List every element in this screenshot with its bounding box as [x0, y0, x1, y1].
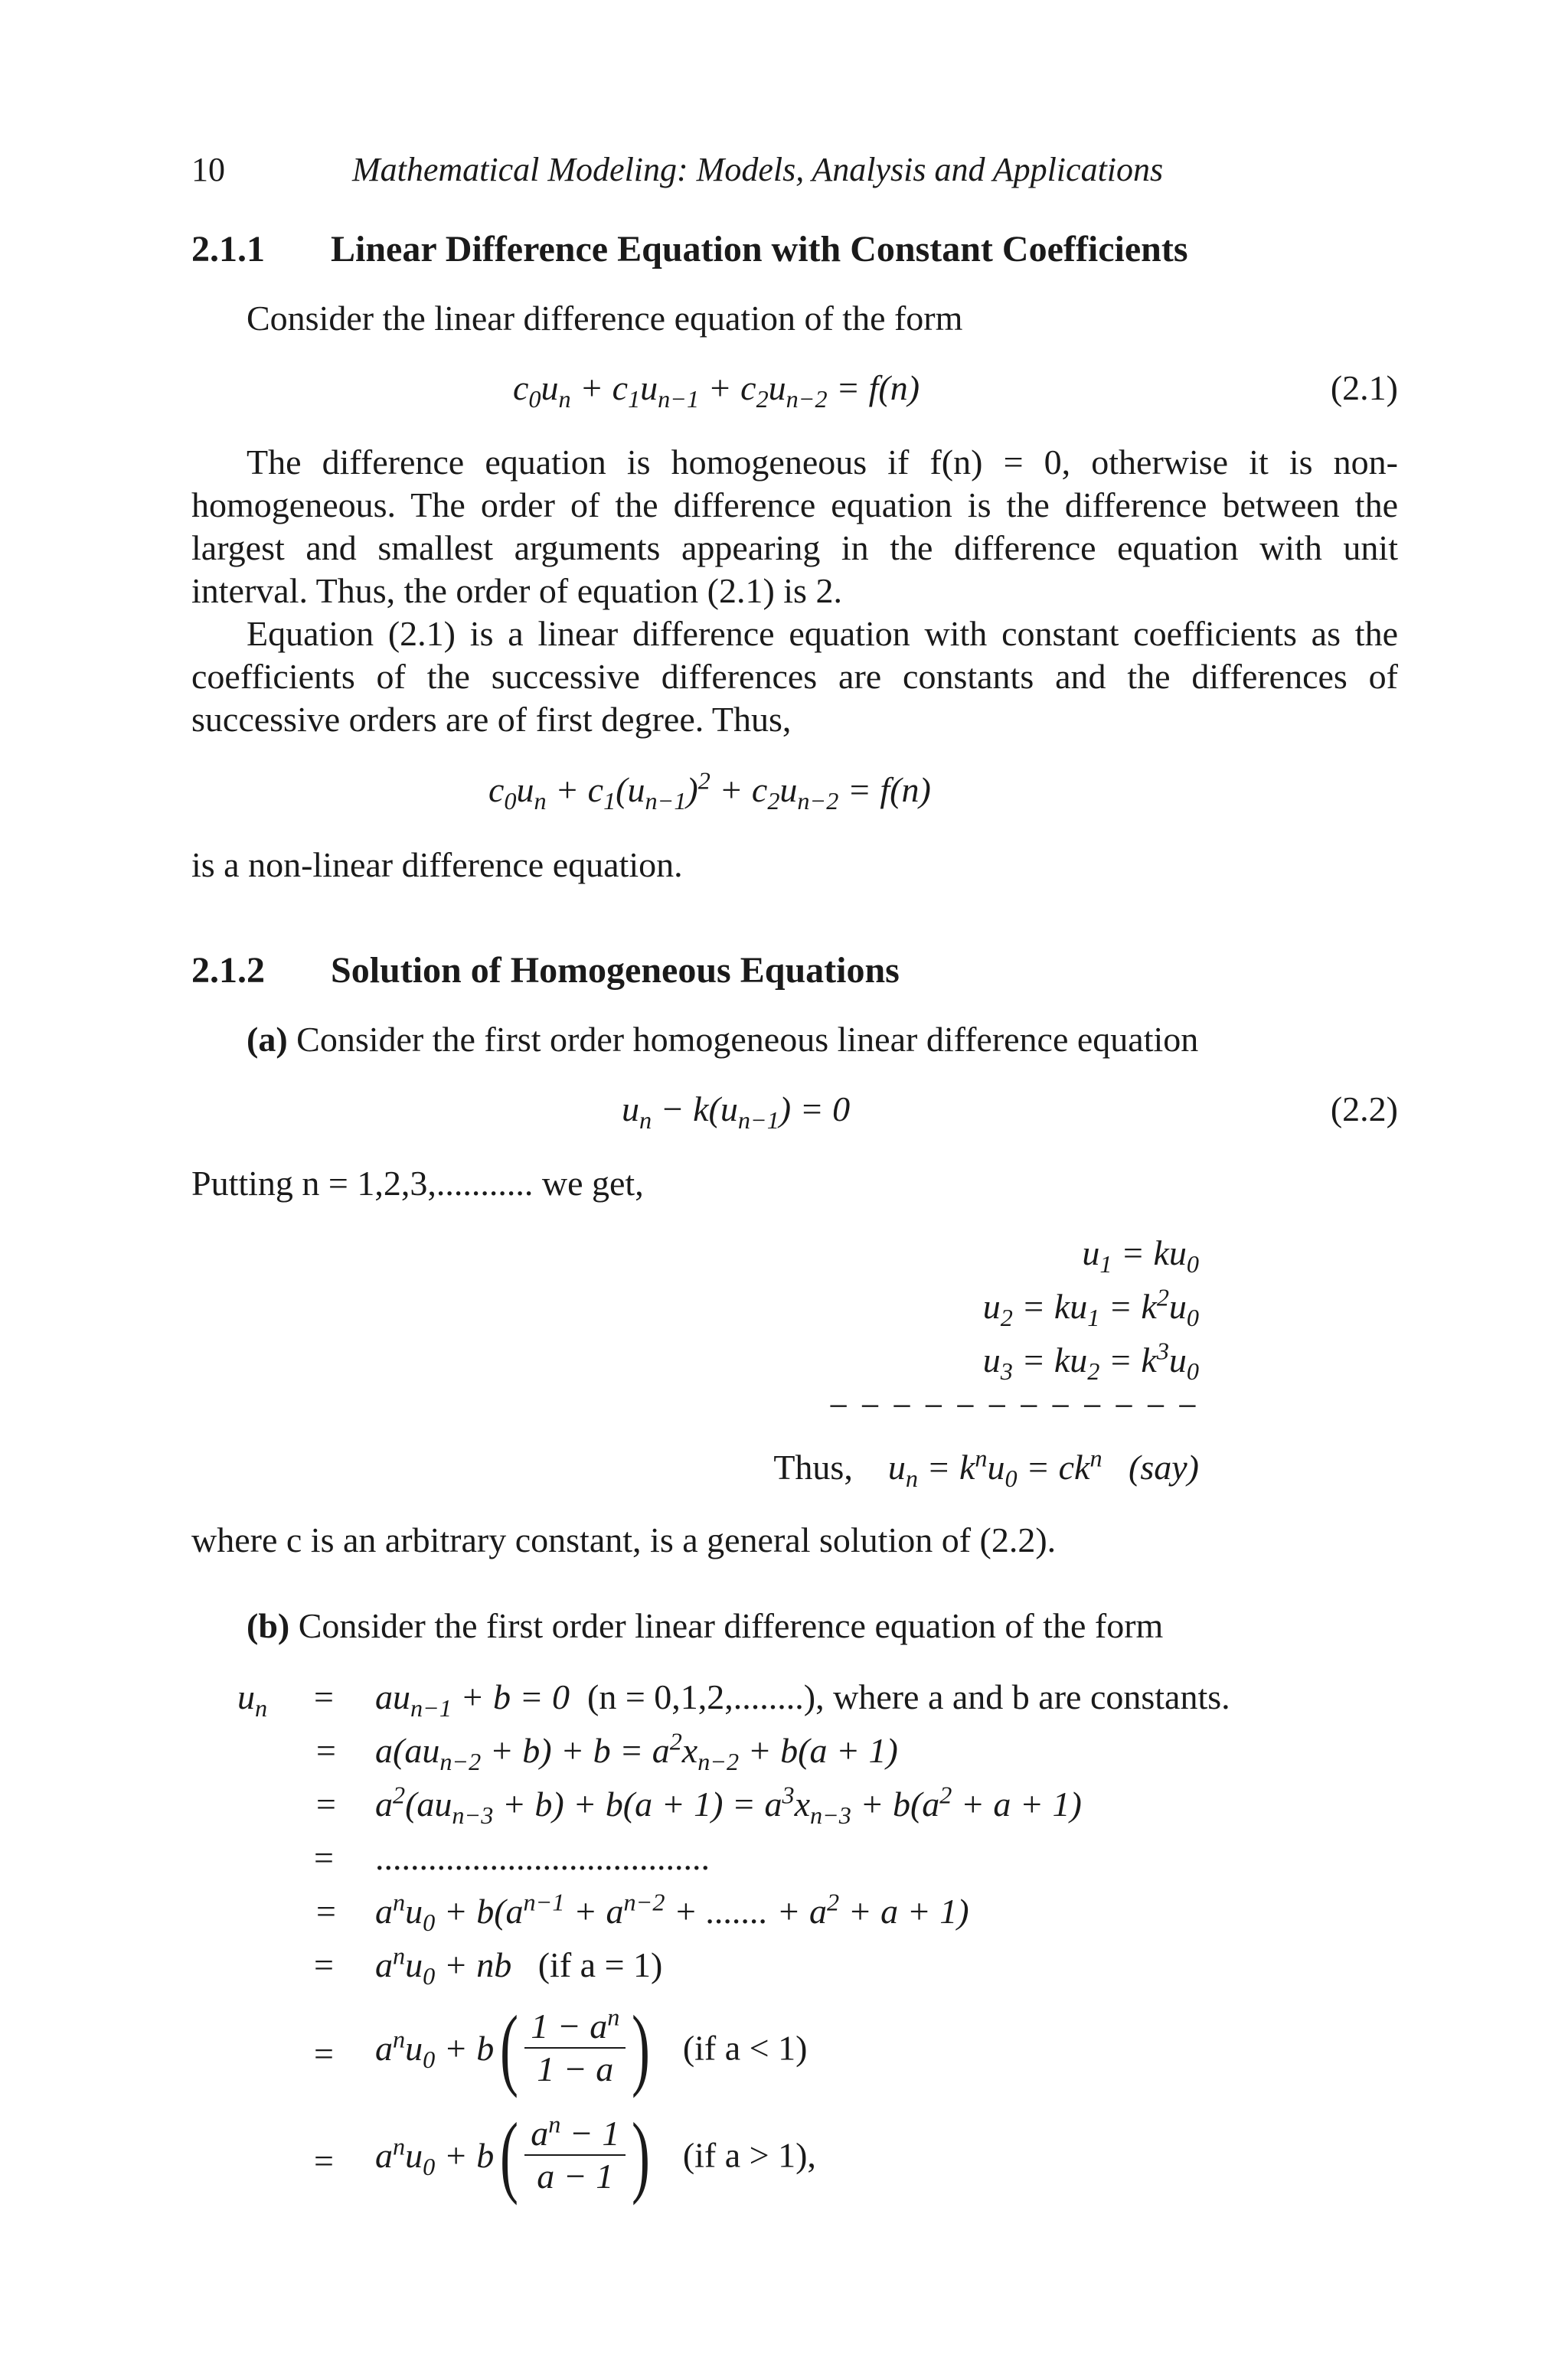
row6-cond: (if a = 1) — [537, 1945, 663, 1984]
paragraph-block-1 — [191, 441, 1398, 741]
derivation-u1: $u_1 = ku_0$ — [1082, 1233, 1199, 1278]
row1-note: (n = 0,1,2,........), where a and b are constants. — [587, 1677, 1230, 1716]
section-number: 2.1.1 — [191, 229, 265, 269]
equation-number-2-1: (2.1) — [1330, 368, 1398, 407]
section-title: Linear Difference Equation with Constant Coefficients — [331, 229, 1188, 269]
putting-text: Putting n = 1,2,3,........... we get, — [191, 1164, 644, 1203]
general-solution-text: where c is an arbitrary constant, is a general solution of (2.2). — [191, 1520, 1057, 1559]
paragraph-homogeneous: The difference equation is homogeneous if f(n) = 0, otherwise it is non-homogeneous. The order of the difference equation is the difference between the largest and smallest arguments appearing in the difference equation with unit interval. Thus, the order of equation (2.1) is 2. — [191, 442, 1398, 610]
derivation-thus: Thus, $u_n = k^nu_0 = ck^n$ (say) — [773, 1444, 1199, 1493]
part-a-sentence: Consider the first order homogeneous linear difference equation — [296, 1020, 1199, 1059]
row7-cond: (if a < 1) — [682, 2028, 808, 2068]
eq-array-row-8: = $a^nu_0 + b$( $\frac{a^n - 1}{a - 1}$ ) (if a > 1), — [314, 2104, 816, 2206]
intro-text: Consider the linear difference equation of the form — [247, 299, 963, 338]
thus-label: Thus, — [773, 1448, 853, 1487]
part-b-sentence: Consider the first order linear difference equation of the form — [298, 1606, 1164, 1645]
part-b-text — [247, 1605, 1163, 1647]
row8-cond: (if a > 1), — [682, 2135, 816, 2175]
part-a-text — [247, 1018, 1198, 1061]
equation-number-2-2: (2.2) — [1330, 1089, 1398, 1128]
nonlinear-text: is a non-linear difference equation. — [191, 845, 683, 884]
equation-2-1: $c_0u_n + c_1u_{n-1} + c_2u_{n-2} = f(n)$ — [513, 368, 920, 413]
section-number: 2.1.2 — [191, 950, 265, 991]
section-heading-2-1-2 — [191, 949, 900, 991]
derivation-block — [191, 1233, 1199, 1500]
page — [191, 0, 1398, 2374]
section-heading-2-1-1 — [191, 228, 1188, 270]
derivation-u3: $u_3 = ku_2 = k^3u_0$ — [982, 1337, 1199, 1386]
equation-2-2: $u_n - k(u_{n-1}) = 0$ — [622, 1089, 851, 1135]
page-number: 10 — [191, 151, 225, 188]
say-label: (say) — [1129, 1448, 1199, 1487]
derivation-dashes: − − − − − − − − − − − − — [828, 1386, 1199, 1425]
derivation-u2: $u_2 = ku_1 = k^2u_0$ — [982, 1283, 1199, 1332]
paragraph-linear: Equation (2.1) is a linear difference equation with constant coefficients as the coefficients of the successive differences are constants and the differences of successive orders are of first degree. Thus, — [191, 614, 1398, 739]
eq-array-row-7: = $a^nu_0 + b$( $\frac{1 - a^n}{1 - a}$ ) (if a < 1) — [314, 1997, 808, 2098]
equation-nonlinear: $c_0u_n + c_1(u_{n-1})^2 + c_2u_{n-2} = f(n)$ — [488, 766, 931, 815]
part-a-label: (a) — [247, 1020, 288, 1059]
part-b-label: (b) — [247, 1606, 290, 1645]
section-title: Solution of Homogeneous Equations — [331, 950, 900, 991]
book-title: Mathematical Modeling: Models, Analysis and Applications — [352, 151, 1164, 188]
equation-array-b: $u_n$ = $au_{n-1} + b = 0$ (n = 0,1,2,........), where a and b are constants. = $a(au_{n-2} + b) + b = a^2x_{n-2} + b(a + 1)$ = $a^2(au_{n-3} + b) + b(a + 1) = a^3x_{n-3} + b(a^2 + a + 1)$ = ...................................... = $a^nu_0 + b(a^{n-1} + a^{n-2}$ + ....... + $a^2 + a + 1$) = $a^nu_0$ + nb (if a = 1) = $a^nu_0 + b$( $\frac{1 - a^n}{1 - a}$ ) (if a < 1) = $a^nu_0 + b$( $\frac{a^n - 1}{a - 1}$ ) (if a > 1), — [191, 1677, 1398, 2228]
row4-dots: ...................................... — [375, 1838, 710, 1877]
